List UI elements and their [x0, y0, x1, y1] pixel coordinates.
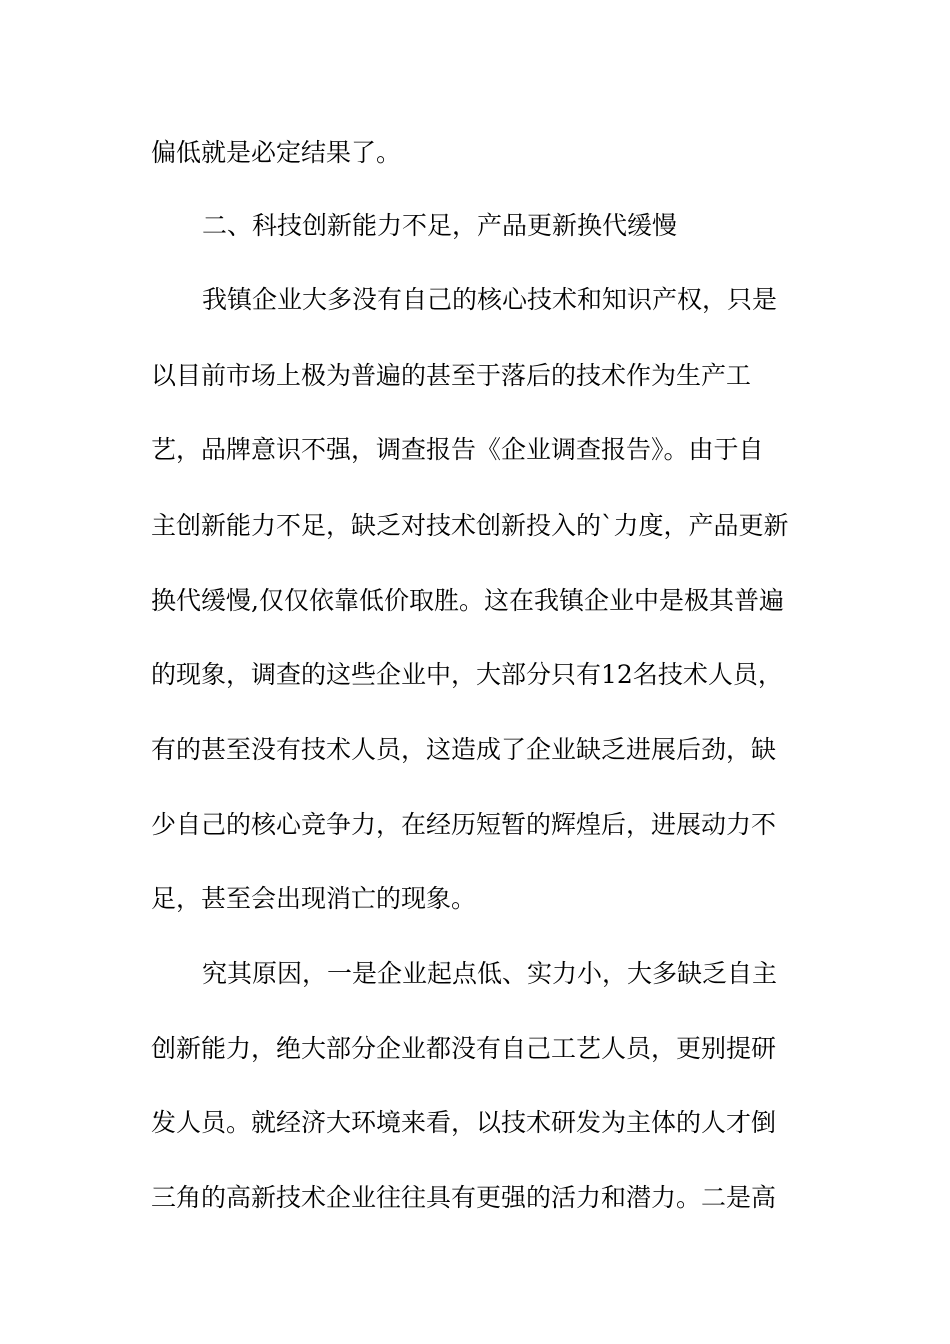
paragraph-line-13: 发人员。就经济大环境来看，以技术研发为主体的人才倒 [151, 1108, 777, 1137]
paragraph-line-1: 偏低就是必定结果了。 [151, 138, 402, 167]
paragraph-line-11: 究其原因，一是企业起点低、实力小，大多缺乏自主 [202, 959, 778, 988]
paragraph-line-8: 有的甚至没有技术人员，这造成了企业缺乏进展后劲，缺 [151, 735, 777, 764]
paragraph-line-10: 足，甚至会出现消亡的现象。 [151, 884, 477, 913]
paragraph-line-12: 创新能力，绝大部分企业都没有自己工艺人员，更别提研 [151, 1034, 777, 1063]
paragraph-line-9: 少自己的核心竞争力，在经历短暂的辉煌后，进展动力不 [151, 810, 777, 839]
paragraph-line-6: 换代缓慢,仅仅依靠低价取胜。这在我镇企业中是极其普遍 [151, 586, 784, 615]
paragraph-line-4: 艺，品牌意识不强，调查报告《企业调查报告》。由于自 [151, 435, 764, 464]
paragraph-line-2: 我镇企业大多没有自己的核心技术和知识产权，只是 [202, 285, 778, 314]
section-heading: 二、科技创新能力不足，产品更新换代缓慢 [202, 211, 678, 240]
paragraph-line-14: 三角的高新技术企业往往具有更强的活力和潜力。二是高 [151, 1183, 777, 1212]
paragraph-line-3: 以目前市场上极为普遍的甚至于落后的技术作为生产工 [151, 361, 752, 390]
paragraph-line-7: 的现象，调查的这些企业中，大部分只有12名技术人员， [151, 660, 783, 689]
paragraph-line-5: 主创新能力不足，缺乏对技术创新投入的`力度，产品更新 [151, 511, 789, 540]
